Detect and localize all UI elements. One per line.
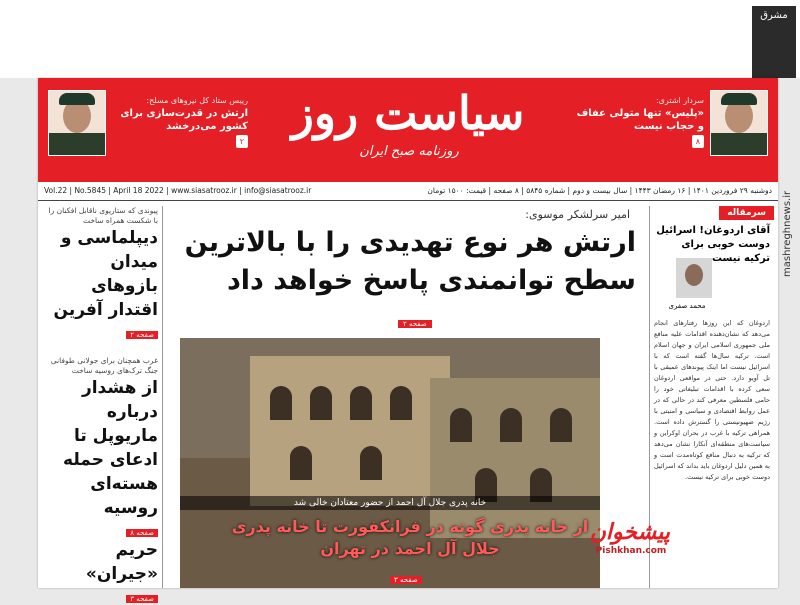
story-headline: ارتش در قدرت‌سازی برای کشور می‌درخشد — [120, 108, 248, 132]
masthead — [38, 78, 778, 182]
photo-caption: خانه پدری جلال آل احمد از حضور معتادان خالی شد — [180, 496, 600, 510]
issue-info-english: Vol.22 | No.5845 | April 18 2022 | www.siasatrooz.ir | info@siasatrooz.ir — [44, 186, 312, 195]
teaser-headline: حریم «جیران» — [85, 540, 158, 584]
story-role: سردار اشتری: — [655, 96, 704, 105]
teaser-column — [42, 206, 163, 603]
newspaper-subtitle: روزنامه صبح ایران — [359, 144, 459, 159]
pishkhan-logo[interactable] — [589, 520, 670, 570]
top-strip — [0, 0, 800, 78]
issue-info-persian: دوشنبه ۲۹ فروردین ۱۴۰۱ | ۱۶ رمضان ۱۴۴۳ | سال بیست و دوم | شماره ۵۸۴۵ | ۸ صفحه | قیمت: ۱۵۰۰ تومان — [427, 186, 772, 195]
teaser-kicker: غرب همچنان برای جولانی طوفانی جنگ ترک‌های روسیه ساخت — [50, 356, 158, 375]
editorial-tag: سرمقاله — [719, 206, 774, 220]
portrait-army-chief — [48, 90, 106, 156]
masthead-story-right[interactable] — [568, 90, 768, 168]
teaser-item[interactable] — [46, 206, 158, 341]
page-badge: ۲ — [236, 135, 248, 148]
newspaper-title: سیاست روز — [291, 86, 525, 140]
page-badge: صفحه ۲ — [126, 331, 158, 339]
watermark-label: مشرق — [760, 10, 788, 21]
lead-kicker: امیر سرلشکر موسوی: — [525, 208, 630, 221]
page-badge: ۸ — [692, 135, 704, 148]
lead-story — [168, 202, 646, 588]
page-badge: صفحه ۳ — [390, 576, 422, 584]
watermark-domain: mashreghnews.ir — [782, 190, 793, 278]
teaser-kicker: پیوندی که ستاریوی ناقابل افکنان را با شکست همراه ساخت — [48, 206, 158, 225]
building-facade — [250, 356, 450, 506]
portrait-police-chief — [710, 90, 768, 156]
teaser-item[interactable] — [46, 538, 158, 605]
story-role: رییس ستاد کل نیروهای مسلح: — [146, 96, 248, 105]
page-badge: صفحه ۳ — [126, 595, 158, 603]
issue-info-bar — [38, 182, 778, 201]
editorial-body: اردوغان که این روزها رفتارهای انجام می‌دهد که نشان‌دهنده اقدامات علیه منافع ملی جمهوری اسلامی ایران و جهان اسلام است. ترکیه سال‌ها گفته است که با اسرائیل نیست اما اینک پیوندهای عمیقی با تل آویو دارد. حتی در مواقعی اردوغان سعی کرده با اقدامات تبلیغاتی خود را حامی فلسطین معرفی کند در حالی که در عمل روابط اقتصادی و سیاسی و امنیتی با رژیم صهیونیستی را گسترش داده است. همراهی ترکیه با غرب در بحران اوکراین و سیاست‌های منطقه‌ای آنکارا نشان می‌دهد که ترکیه به دنبال منافع کوتاه‌مدت است و به همین دلیل اردوغان باید بداند که اسرائیل دوست خوبی برای ترکیه نیست. — [654, 319, 770, 481]
teaser-headline: از هشدار درباره ماریوپل تا ادعای حمله هسته‌ای روسیه — [63, 378, 158, 518]
lead-headline[interactable]: ارتش هر نوع تهدیدی را با بالاترین سطح توانمندی پاسخ خواهد داد — [184, 227, 636, 296]
logo-url: Pishkhan.com — [595, 546, 667, 556]
photo-headline[interactable]: از خانه پدری گوته در فرانکفورت تا خانه پدری جلال آل احمد در تهران — [231, 517, 589, 558]
newspaper-page — [38, 78, 778, 603]
story-headline: «پلیس» تنها متولی عفاف و حجاب نیست — [576, 108, 704, 132]
lead-photo[interactable] — [180, 338, 600, 588]
masthead-story-text — [112, 94, 248, 149]
masthead-story-left[interactable] — [48, 90, 248, 168]
masthead-story-text — [568, 94, 704, 149]
page-badge: صفحه ۸ — [126, 529, 158, 537]
teaser-headline: دیپلماسی و میدان بازوهای اقتدار آفرین — [53, 228, 158, 320]
logo-mark: پیشخوان — [589, 520, 670, 545]
watermark-badge — [752, 6, 796, 78]
author-photo — [676, 258, 712, 298]
teaser-item[interactable] — [46, 356, 158, 539]
author-name: محمد صفری — [668, 302, 706, 310]
editorial-title[interactable]: آقای اردوغان! اسرائیل دوست خوبی برای ترکیه نیست — [656, 225, 770, 264]
page-badge: صفحه ۲ — [398, 320, 432, 328]
building-facade — [430, 378, 600, 538]
